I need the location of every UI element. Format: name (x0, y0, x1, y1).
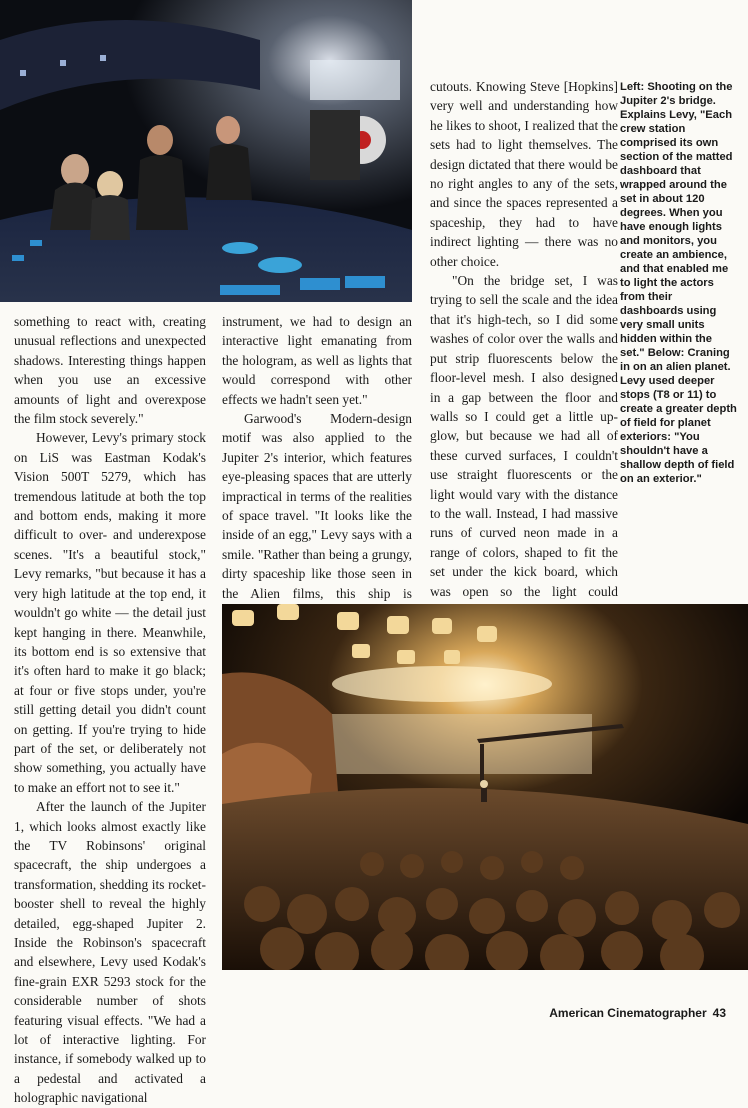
bridge-set-photo (0, 0, 412, 302)
text-column-2 (222, 312, 412, 642)
paragraph: After the launch of the Jupiter 1, which looks almost exactly like the TV Robinsons' original spacecraft, the ship undergoes a transformation, shedding its rocket-booster shell to reveal the highly detailed, egg-shaped Jupiter 2. Inside the Robinson's spacecraft and elsewhere, Levy used Kodak's fine-grain EXR 5293 stock for the considerable number of shots featuring visual effects. "We had a lot of interactive lighting. For instance, if somebody walked up to a pedestal and activated a holographic navigational (14, 799, 206, 1106)
page-number: 43 (712, 1006, 726, 1020)
paragraph: cutouts. Knowing Steve [Hopkins] very well and understanding how he likes to shoot, I realized that the sets had to light themselves. The design dictated that there would be no right angles to any of the sets, and since the spaces represented a spaceship, they had to have indirect lighting — there was no other choice. (430, 79, 618, 269)
paragraph: Garwood's Modern-design motif was also applied to the Jupiter 2's interior, which features eye-pleasing spaces that are utterly impractical in terms of the realities of space travel. "It looks like the inside of an egg," Levy says with a smile. "Rather than being a grungy, dirty spaceship like those seen in the Alien films, this ship is (222, 411, 412, 601)
alien-planet-photo (222, 604, 748, 970)
text-column-1 (14, 312, 206, 1108)
paragraph: However, Levy's primary stock on LiS was Eastman Kodak's Vision 500T 5279, which has tremendous latitude at both the top and bottom ends, making it more difficult to over- and underexpose scenes. "It's a beautiful stock," Levy remarks, "but because it has a very high latitude at the top end, it wouldn't go white — the detail just kept hanging in there. Meanwhile, its bottom end is so extensive that it's often hard to make it go black; at four or five stops under, you're still getting detail you didn't count on getting. If you're trying to hide part of the set, or deliberately not show something, you actually have to make an effort not to see it." (14, 430, 206, 795)
page-footer (549, 1006, 726, 1020)
alien-planet-set-photo-icon (222, 604, 748, 970)
paragraph: "On the bridge set, I was trying to sell the scale and the idea that it's high-tech, so I did some washes of color over the walls and put strip fluorescents below the floor-level mesh. I also designed in a gap between the floor and walls so I could get a little up-glow, but because we had all of these curved surfaces, I couldn't use straight fluorescents or the light would vary with the distance to the wall. Instead, I had massive runs of curved neon made in a range of colors, shaped to fit the set under the kick board, which was open so the light could (430, 273, 618, 599)
bridge-set-photo-icon (0, 0, 412, 302)
paragraph: something to react with, creating unusual reflections and unexpected shadows. Interesting things happen when you use an excessive amounts of light and overexpose the film stock severely." (14, 314, 206, 427)
magazine-name: American Cinematographer (549, 1006, 707, 1020)
paragraph: instrument, we had to design an interactive light emanating from the hologram, as well as lights that would correspond with other effects we hadn't seen yet." (222, 314, 412, 407)
photo-caption: Left: Shooting on the Jupiter 2's bridge. Explains Levy, "Each crew station comprised its own section of the matted dashboard that wrapped around the set in about 120 degrees. When you have enough lights and monitors, you create an ambience, and that enabled me to light the actors from their dashboards using very small units hidden within the set." Below: Craning in on an alien planet. Levy used deeper stops (T8 or 11) to create a greater depth of field for planet exteriors: "You shouldn't have a shallow depth of field on an exterior." (620, 81, 737, 485)
